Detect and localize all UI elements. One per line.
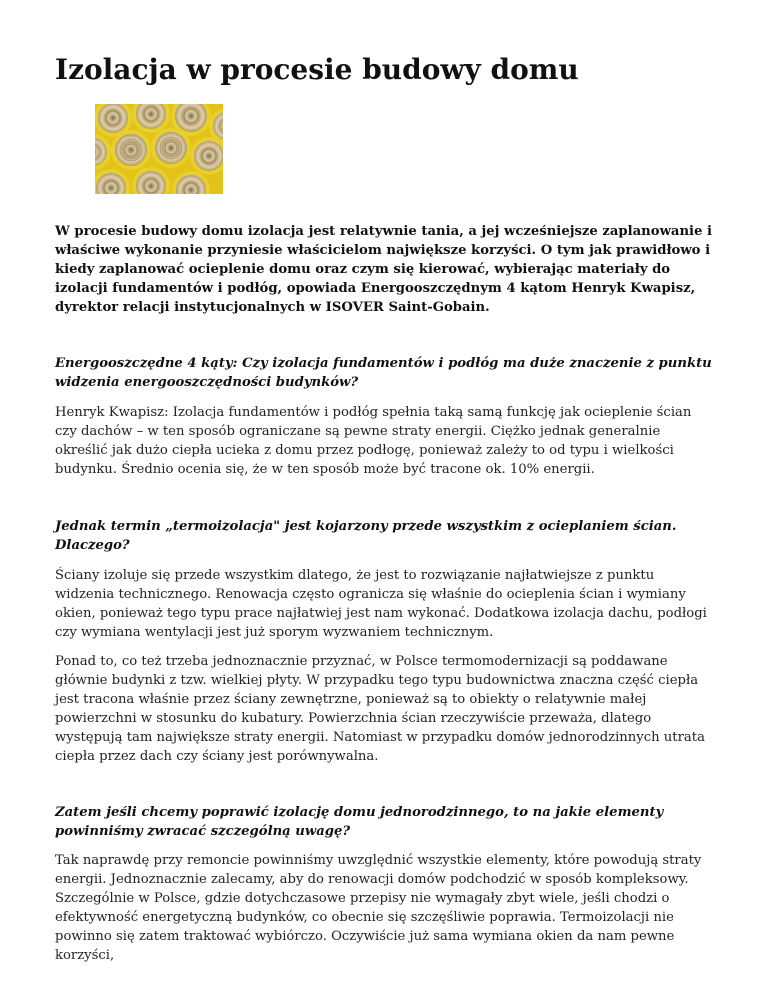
insulation-rolls-image bbox=[95, 104, 223, 194]
answer-2-paragraph-1: Ściany izoluje się przede wszystkim dlatego, że jest to rozwiązanie najłatwiejsze z punktu widzenia technicznego. Renowacja często ogranicza się właśnie do ocieplenia ścian i wymiany okien, ponieważ tego typu prace najłatwiej jest nam wykonać. Dodatkowa izolacja dachu, podłogi czy wymiana wentylacji jest już sporym wyzwaniem technicznym. bbox=[55, 568, 707, 640]
page-title: Izolacja w procesie budowy domu bbox=[55, 53, 579, 86]
article-lead: W procesie budowy domu izolacja jest relatywnie tania, a jej wcześniejsze zaplanowanie i właściwe wykonanie przyniesie właścicielom największe korzyści. O tym jak prawidłowo i kiedy zaplanować ocieplenie domu oraz czym się kierować, wybierając materiały do izolacji fundamentów i podłóg, opowiada Energooszczędnym 4 kątom Henryk Kwapisz, dyrektor relacji instytucjonalnych w ISOVER Saint-Gobain. bbox=[55, 224, 713, 315]
question-2: Jednak termin „termoizolacja" jest kojarzony przede wszystkim z ocieplaniem ścian. Dlaczego? bbox=[55, 519, 677, 553]
answer-2-paragraph-2: Ponad to, co też trzeba jednoznacznie przyznać, w Polsce termomodernizacji są poddawane głównie budynki z tzw. wielkiej płyty. W przypadku tego typu budownictwa znaczna część ciepła jest tracona właśnie przez ściany zewnętrzne, ponieważ są to obiekty o relatywnie małej powierzchni w stosunku do kubatury. Powierzchnia ścian rzeczywiście przeważa, dlatego występują tam największe straty energii. Natomiast w przypadku domów jednorodzinnych utrata ciepła przez dach czy ściany jest porównywalna. bbox=[55, 654, 705, 764]
answer-1: Henryk Kwapisz: Izolacja fundamentów i podłóg spełnia taką samą funkcję jak ocieplenie ścian czy dachów – w ten sposób ograniczane są pewne straty energii. Ciężko jednak generalnie określić jak dużo ciepła ucieka z domu przez podłogę, ponieważ zależy to od typu i wielkości budynku. Średnio ocenia się, że w ten sposób może być tracone ok. 10% energii. bbox=[55, 405, 692, 477]
answer-3: Tak naprawdę przy remoncie powinniśmy uwzględnić wszystkie elementy, które powodują straty energii. Jednoznacznie zalecamy, aby do renowacji domów podchodzić w sposób kompleksowy. Szczególnie w Polsce, gdzie dotychczasowe przepisy nie wymagały zbyt wiele, jeśli chodzi o efektywność energetyczną budynków, co obecnie się szczęśliwie poprawia. Termoizolacji nie powinno się zatem traktować wybiórczo. Oczywiście już sama wymiana okien da nam pewne korzyści, bbox=[55, 853, 702, 963]
question-1: Energooszczędne 4 kąty: Czy izolacja fundamentów i podłóg ma duże znaczenie z punktu widzenia energooszczędności budynków? bbox=[55, 356, 712, 390]
question-3: Zatem jeśli chcemy poprawić izolację domu jednorodzinnego, to na jakie elementy powinniśmy zwracać szczególną uwagę? bbox=[55, 805, 664, 839]
